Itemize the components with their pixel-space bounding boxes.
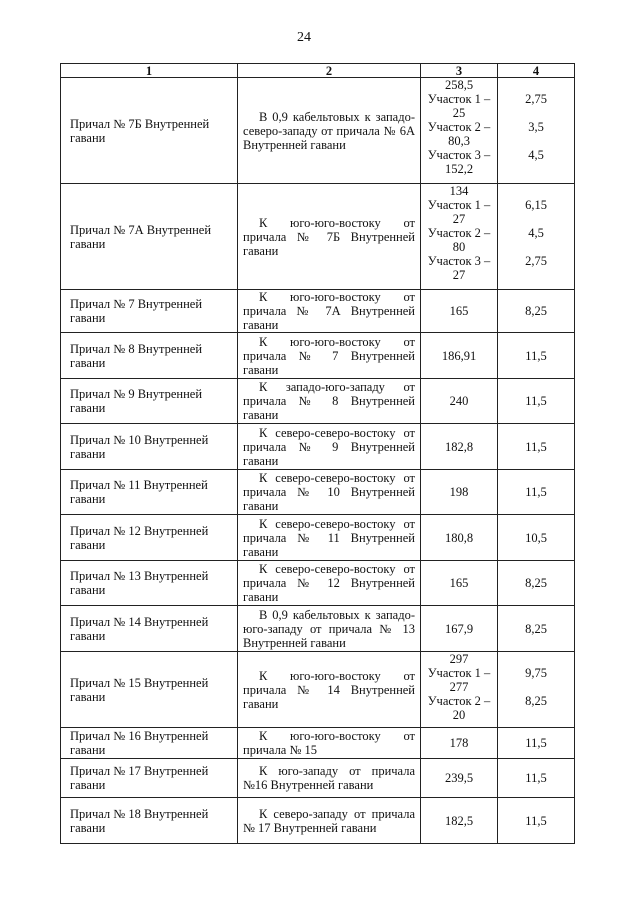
berth-depth: 10,5 (498, 515, 575, 561)
berth-location (238, 184, 421, 290)
berth-location (238, 606, 421, 652)
table-row (61, 379, 575, 424)
berth-location (238, 424, 421, 470)
berth-depth: 11,5 (498, 379, 575, 424)
length-line: 25 (452, 106, 466, 120)
berth-name: Причал № 10 Внутренней гавани (61, 424, 238, 470)
column-header-2: 2 (238, 64, 421, 78)
length-line: 277 (449, 680, 469, 694)
berth-location (238, 759, 421, 798)
berth-location (238, 470, 421, 515)
length-line: Участок 1 – (427, 92, 491, 106)
berth-length: 165 (421, 290, 498, 333)
berth-location-text: К северо-северо-востоку от причала № 11 Внутренней гавани (243, 516, 415, 559)
berth-length: 165 (421, 561, 498, 606)
berth-length: 239,5 (421, 759, 498, 798)
berth-location (238, 379, 421, 424)
berth-name: Причал № 7Б Внутренней гавани (61, 78, 238, 184)
berth-depth: 11,5 (498, 728, 575, 759)
column-header-3: 3 (421, 64, 498, 78)
depth-line: 3,5 (528, 120, 544, 134)
length-line: 80 (452, 240, 466, 254)
berth-location-text: К юго-юго-востоку от причала № 7А Внутренней гавани (243, 290, 415, 332)
table-row (61, 515, 575, 561)
length-line: 297 (449, 652, 469, 666)
depth-line (498, 708, 574, 722)
length-line: 27 (452, 212, 466, 226)
table-row (61, 78, 575, 184)
berth-name: Причал № 15 Внутренней гавани (61, 652, 238, 728)
depth-line: 2,75 (525, 92, 547, 106)
length-line: 258,5 (444, 78, 474, 92)
column-header-1: 1 (61, 64, 238, 78)
depth-line (498, 106, 574, 120)
berth-name: Причал № 8 Внутренней гавани (61, 333, 238, 379)
berth-location-text: К западо-юго-западу от причала № 8 Внутренней гавани (243, 380, 415, 422)
depth-line: 9,75 (525, 666, 547, 680)
berth-location (238, 652, 421, 728)
berth-location (238, 798, 421, 844)
berths-table (60, 63, 575, 844)
berth-name: Причал № 14 Внутренней гавани (61, 606, 238, 652)
berth-depth (498, 184, 575, 290)
berth-location-text: В 0,9 кабельтовых к западо-северо-западу от причала № 6А Внутренней гавани (243, 109, 415, 152)
length-line: 134 (449, 184, 469, 198)
berth-location-text: К северо-западу от причала № 17 Внутренней гавани (243, 806, 415, 835)
table-row (61, 424, 575, 470)
length-line: Участок 2 – (427, 694, 491, 708)
berth-location (238, 290, 421, 333)
berth-name: Причал № 7А Внутренней гавани (61, 184, 238, 290)
table-row (61, 652, 575, 728)
berth-location (238, 561, 421, 606)
berth-length: 186,91 (421, 333, 498, 379)
page-number: 24 (297, 30, 311, 45)
depth-line: 6,15 (525, 198, 547, 212)
depth-line (498, 240, 574, 254)
table-row (61, 333, 575, 379)
berth-depth (498, 78, 575, 184)
depth-line (498, 78, 574, 92)
berth-name: Причал № 11 Внутренней гавани (61, 470, 238, 515)
berth-location-text: В 0,9 кабельтовых к западо-юго-западу от причала № 13 Внутренней гавани (243, 607, 415, 650)
berth-location (238, 78, 421, 184)
berth-location-text: К юго-юго-востоку от причала № 7 Внутренней гавани (243, 334, 415, 377)
length-line: Участок 1 – (427, 198, 491, 212)
berth-length: 180,8 (421, 515, 498, 561)
depth-line (498, 652, 574, 666)
depth-line (498, 184, 574, 198)
berth-name: Причал № 16 Внутренней гавани (61, 728, 238, 759)
table-row (61, 184, 575, 290)
table-row (61, 798, 575, 844)
length-line: Участок 2 – (427, 226, 491, 240)
berth-depth (498, 652, 575, 728)
table-row (61, 290, 575, 333)
berth-location-text: К юго-западу от причала №16 Внутренней гавани (243, 764, 415, 792)
berth-name: Причал № 13 Внутренней гавани (61, 561, 238, 606)
length-line: 80,3 (448, 134, 470, 148)
depth-line: 4,5 (528, 148, 544, 162)
berth-depth: 11,5 (498, 798, 575, 844)
berth-length: 167,9 (421, 606, 498, 652)
column-header-4: 4 (498, 64, 575, 78)
berth-depth: 11,5 (498, 759, 575, 798)
berth-location-text: К северо-северо-востоку от причала № 10 Внутренней гавани (243, 471, 415, 513)
depth-line: 8,25 (525, 694, 547, 708)
length-line: Участок 2 – (427, 120, 491, 134)
berth-depth: 8,25 (498, 290, 575, 333)
length-line: Участок 3 – (427, 254, 491, 268)
header-row (61, 64, 575, 78)
berth-name: Причал № 18 Внутренней гавани (61, 798, 238, 844)
table-row (61, 561, 575, 606)
berth-location (238, 333, 421, 379)
length-line: 27 (452, 268, 466, 282)
berth-location (238, 515, 421, 561)
table-row (61, 470, 575, 515)
berth-depth: 11,5 (498, 470, 575, 515)
berth-location-text: К северо-северо-востоку от причала № 12 Внутренней гавани (243, 562, 415, 604)
berth-location (238, 728, 421, 759)
berth-length: 240 (421, 379, 498, 424)
berth-length: 182,8 (421, 424, 498, 470)
berth-location-text: К юго-юго-востоку от причала № 14 Внутренней гавани (243, 668, 415, 711)
length-line: Участок 3 – (427, 148, 491, 162)
length-line: 152,2 (444, 162, 474, 176)
berth-length (421, 184, 498, 290)
depth-line: 2,75 (525, 254, 547, 268)
table-body (61, 78, 575, 844)
table-row (61, 759, 575, 798)
berth-depth: 8,25 (498, 606, 575, 652)
depth-line (498, 212, 574, 226)
berth-location-text: К юго-юго-востоку от причала № 7Б Внутренней гавани (243, 215, 415, 258)
berth-location-text: К юго-юго-востоку от причала № 15 (243, 729, 415, 757)
berth-length: 198 (421, 470, 498, 515)
depth-line (498, 134, 574, 148)
berth-length: 182,5 (421, 798, 498, 844)
table-row (61, 728, 575, 759)
depth-line (498, 162, 574, 176)
berth-name: Причал № 7 Внутренней гавани (61, 290, 238, 333)
berth-length: 178 (421, 728, 498, 759)
berth-location-text: К северо-северо-востоку от причала № 9 Внутренней гавани (243, 425, 415, 468)
berth-length (421, 652, 498, 728)
depth-line (498, 680, 574, 694)
table-row (61, 606, 575, 652)
berth-depth: 8,25 (498, 561, 575, 606)
berth-depth: 11,5 (498, 424, 575, 470)
length-line: 20 (452, 708, 466, 722)
berth-name: Причал № 17 Внутренней гавани (61, 759, 238, 798)
berth-name: Причал № 9 Внутренней гавани (61, 379, 238, 424)
depth-line (498, 268, 574, 282)
berth-name: Причал № 12 Внутренней гавани (61, 515, 238, 561)
berth-length (421, 78, 498, 184)
depth-line: 4,5 (528, 226, 544, 240)
length-line: Участок 1 – (427, 666, 491, 680)
berth-depth: 11,5 (498, 333, 575, 379)
